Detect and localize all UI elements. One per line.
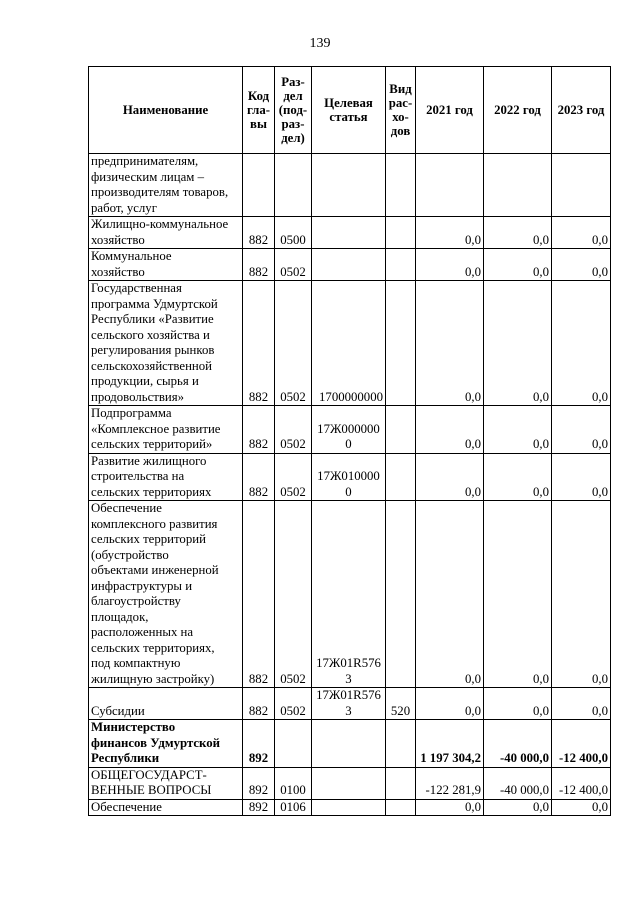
row-type	[386, 217, 416, 249]
row-type	[386, 720, 416, 768]
row-name: Обеспечение	[89, 799, 243, 816]
row-code: 882	[243, 406, 275, 454]
header-target-article: Целевая статья	[312, 67, 386, 154]
row-2021: 1 197 304,2	[416, 720, 484, 768]
table-row	[89, 249, 611, 281]
row-type	[386, 406, 416, 454]
row-name: Субсидии	[89, 688, 243, 720]
row-section: 0502	[275, 501, 312, 688]
row-code: 882	[243, 688, 275, 720]
row-section: 0502	[275, 406, 312, 454]
row-2021: 0,0	[416, 406, 484, 454]
row-name: Министерство финансов Удмуртской Республики	[89, 720, 243, 768]
table-row	[89, 281, 611, 406]
row-code: 882	[243, 453, 275, 501]
table-row	[89, 799, 611, 816]
row-code: 882	[243, 217, 275, 249]
row-2022: 0,0	[484, 217, 552, 249]
row-code: 882	[243, 281, 275, 406]
row-2023: 0,0	[552, 249, 611, 281]
row-type	[386, 154, 416, 217]
row-type	[386, 501, 416, 688]
row-2021: 0,0	[416, 249, 484, 281]
row-name: Коммунальное хозяйство	[89, 249, 243, 281]
row-type	[386, 799, 416, 816]
row-2023: 0,0	[552, 688, 611, 720]
row-2023: 0,0	[552, 453, 611, 501]
row-name: Обеспечение комплексного развития сельских территорий (обустройство объектами инженерной инфраструктуры и благоустройству площадок, расположенных на сельских территориях, под компактную жилищную застройку)	[89, 501, 243, 688]
row-2021: 0,0	[416, 453, 484, 501]
row-section: 0100	[275, 767, 312, 799]
table-row	[89, 720, 611, 768]
row-2023: 0,0	[552, 217, 611, 249]
row-type: 520	[386, 688, 416, 720]
row-section: 0502	[275, 281, 312, 406]
header-year-2021: 2021 год	[416, 67, 484, 154]
row-name: Государственная программа Удмуртской Республики «Развитие сельского хозяйства и регулирования рынков сельскохозяйственной продукции, сырья и продовольствия»	[89, 281, 243, 406]
row-type	[386, 453, 416, 501]
table-row	[89, 154, 611, 217]
row-article	[312, 154, 386, 217]
row-section	[275, 154, 312, 217]
header-year-2023: 2023 год	[552, 67, 611, 154]
row-2023	[552, 154, 611, 217]
row-2021: 0,0	[416, 217, 484, 249]
row-section: 0502	[275, 249, 312, 281]
row-2021: 0,0	[416, 281, 484, 406]
row-2022: 0,0	[484, 688, 552, 720]
row-name: ОБЩЕГОСУДАРСТ- ВЕННЫЕ ВОПРОСЫ	[89, 767, 243, 799]
row-code	[243, 154, 275, 217]
table-row	[89, 453, 611, 501]
row-section: 0502	[275, 688, 312, 720]
row-2022: 0,0	[484, 249, 552, 281]
row-2022: -40 000,0	[484, 720, 552, 768]
row-type	[386, 767, 416, 799]
header-year-2022: 2022 год	[484, 67, 552, 154]
table-row	[89, 501, 611, 688]
row-2023: 0,0	[552, 501, 611, 688]
row-article	[312, 217, 386, 249]
row-article: 17Ж01R576 3	[312, 501, 386, 688]
row-article	[312, 720, 386, 768]
row-2021	[416, 154, 484, 217]
row-2021: 0,0	[416, 501, 484, 688]
row-article	[312, 767, 386, 799]
row-2022	[484, 154, 552, 217]
page-number: 139	[309, 36, 331, 51]
row-2022: 0,0	[484, 281, 552, 406]
row-code: 892	[243, 767, 275, 799]
row-name: предпринимателям, физическим лицам – производителям товаров, работ, услуг	[89, 154, 243, 217]
row-2022: 0,0	[484, 799, 552, 816]
table-row	[89, 767, 611, 799]
row-2022: 0,0	[484, 406, 552, 454]
row-2021: -122 281,9	[416, 767, 484, 799]
row-code: 892	[243, 799, 275, 816]
row-section: 0106	[275, 799, 312, 816]
row-2022: 0,0	[484, 453, 552, 501]
table-row	[89, 688, 611, 720]
row-2023: -12 400,0	[552, 720, 611, 768]
row-type	[386, 281, 416, 406]
header-section: Раз- дел (под- раз- дел)	[275, 67, 312, 154]
row-code: 892	[243, 720, 275, 768]
row-2023: 0,0	[552, 799, 611, 816]
row-2021: 0,0	[416, 688, 484, 720]
row-2022: 0,0	[484, 501, 552, 688]
row-2022: -40 000,0	[484, 767, 552, 799]
row-2021: 0,0	[416, 799, 484, 816]
row-article: 17Ж010000 0	[312, 453, 386, 501]
row-code: 882	[243, 501, 275, 688]
row-article: 17Ж01R576 3	[312, 688, 386, 720]
table-row	[89, 217, 611, 249]
row-name: Развитие жилищного строительства на сельских территориях	[89, 453, 243, 501]
row-section	[275, 720, 312, 768]
row-article: 1700000000	[312, 281, 386, 406]
header-chapter-code: Код гла- вы	[243, 67, 275, 154]
row-article	[312, 249, 386, 281]
row-2023: -12 400,0	[552, 767, 611, 799]
row-article: 17Ж000000 0	[312, 406, 386, 454]
table-header-row	[89, 67, 611, 154]
row-type	[386, 249, 416, 281]
row-section: 0500	[275, 217, 312, 249]
row-code: 882	[243, 249, 275, 281]
header-name: Наименование	[89, 67, 243, 154]
row-section: 0502	[275, 453, 312, 501]
row-name: Подпрограмма «Комплексное развитие сельских территорий»	[89, 406, 243, 454]
table-row	[89, 406, 611, 454]
budget-table	[88, 66, 611, 816]
row-2023: 0,0	[552, 406, 611, 454]
row-name: Жилищно-коммунальное хозяйство	[89, 217, 243, 249]
row-article	[312, 799, 386, 816]
row-2023: 0,0	[552, 281, 611, 406]
header-expense-type: Вид рас- хо- дов	[386, 67, 416, 154]
